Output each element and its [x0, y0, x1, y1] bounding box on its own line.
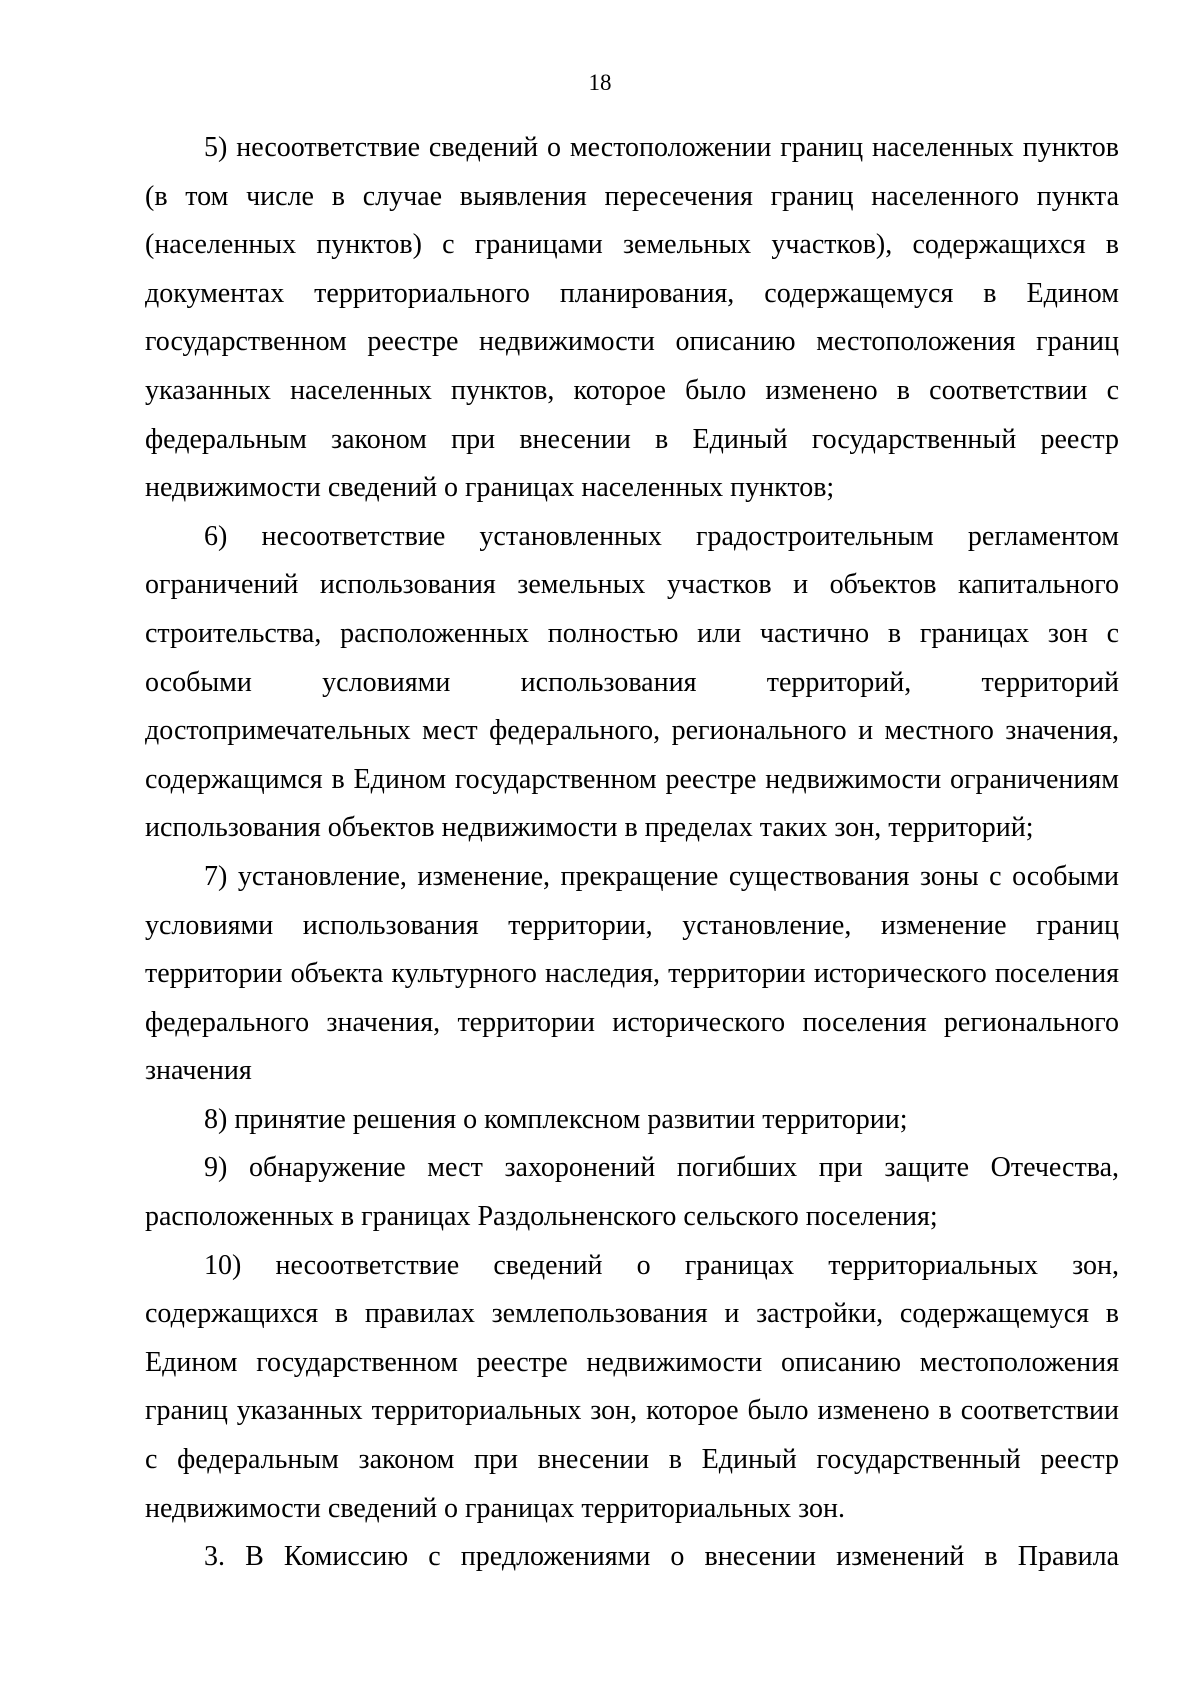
paragraph-item-10: 10) несоответствие сведений о границах территориальных зон, содержащихся в правилах землепользования и застройки, содержащемуся в Едином государственном реестре недвижимости описанию местоположения границ указанных территориальных зон, которое было изменено в соответствии с федеральным законом при внесении в Единый государственный реестр недвижимости сведений о границах территориальных зон.	[145, 1249, 1119, 1524]
paragraph-item-8: 8) принятие решения о комплексном развитии территории;	[204, 1103, 908, 1135]
page-number: 18	[588, 70, 612, 95]
document-body	[145, 124, 1119, 1582]
paragraph-item-9: 9) обнаружение мест захоронений погибших при защите Отечества, расположенных в границах Раздольненского сельского поселения;	[145, 1152, 1119, 1233]
paragraph-item-5: 5) несоответствие сведений о местоположении границ населенных пунктов (в том числе в случае выявления пересечения границ населенного пункта (населенных пунктов) с границами земельных участков), содержащихся в документах территориального планирования, содержащемуся в Едином государственном реестре недвижимости описанию местоположения границ указанных населенных пунктов, которое было изменено в соответствии с федеральным законом при внесении в Единый государственный реестр недвижимости сведений о границах населенных пунктов;	[145, 132, 1119, 504]
paragraph-point-3: 3. В Комиссию с предложениями о внесении изменений в Правила	[204, 1541, 1119, 1573]
paragraph-item-6: 6) несоответствие установленных градостроительным регламентом ограничений использования земельных участков и объектов капитального строительства, расположенных полностью или частично в границах зон с особыми условиями использования территорий, территорий достопримечательных мест федерального, регионального и местного значения, содержащимся в Едином государственном реестре недвижимости ограничениям использования объектов недвижимости в пределах таких зон, территорий;	[145, 520, 1119, 844]
paragraph-item-7: 7) установление, изменение, прекращение существования зоны с особыми условиями использования территории, установление, изменение границ территории объекта культурного наследия, территории исторического поселения федерального значения, территории исторического поселения регионального значения	[145, 860, 1119, 1087]
